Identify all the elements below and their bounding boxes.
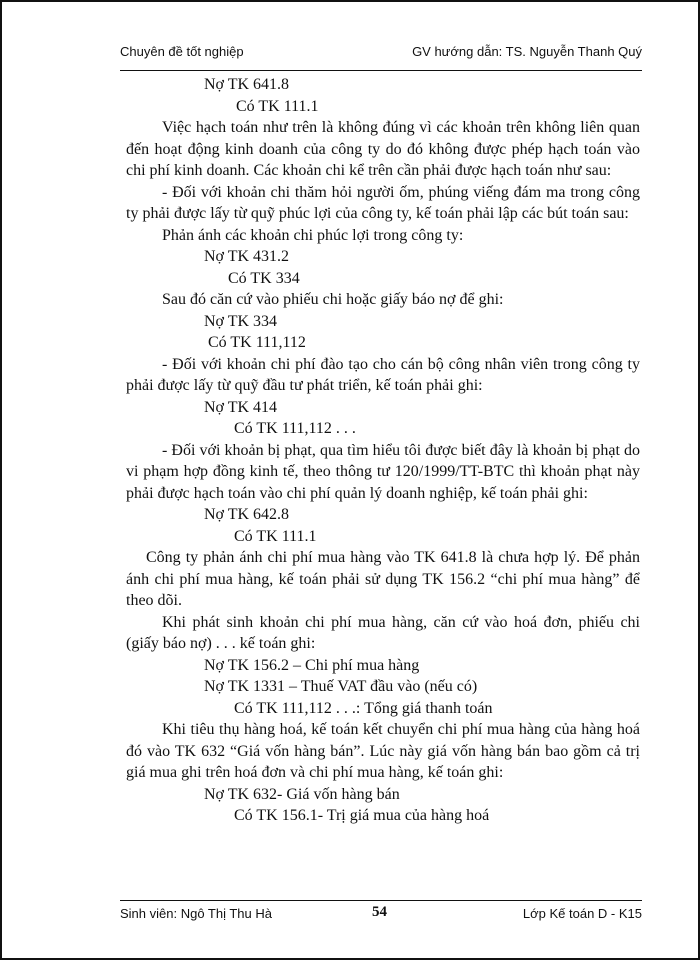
footer-class: Lớp Kế toán D - K15 [522,906,642,921]
header-advisor: GV hướng dẫn: TS. Nguyễn Thanh Quý [412,44,642,59]
paragraph: - Đối với khoản bị phạt, qua tìm hiểu tôi được biết đây là khoản bị phạt do vi phạm hợp đồng kinh tế, theo thông tư 120/1999/TT-BTC thì khoản phạt này phải được hạch toán vào chi phí quản lý doanh nghiệp, kế toán phải ghi: [126,441,640,502]
paragraph: Khi phát sinh khoản chi phí mua hàng, căn cứ vào hoá đơn, phiếu chi (giấy báo nợ) . . . kế toán ghi: [126,613,640,652]
header-rule [120,70,642,71]
paragraph: Sau đó căn cứ vào phiếu chi hoặc giấy báo nợ để ghi: [162,291,504,308]
entry-credit: Có TK 334 [228,269,300,287]
entry-debit: Nợ TK 632- Giá vốn hàng bán [204,785,400,803]
paragraph: Khi tiêu thụ hàng hoá, kế toán kết chuyển chi phí mua hàng của hàng hoá đó vào TK 632 “Giá vốn hàng bán”. Lúc này giá vốn hàng bán bao gồm cả trị giá mua ghi trên hoá đơn và chi phí mua hàng, kế toán ghi: [126,721,640,781]
paragraph: Việc hạch toán như trên là không đúng vì các khoản trên không liên quan đến hoạt động kinh doanh của công ty do đó không được phép hạch toán vào chi phí kinh doanh. Các khoản chi kể trên cần phải được hạch toán như sau: [126,119,640,179]
entry-debit: Nợ TK 642.8 [204,506,290,523]
entry-credit: Có TK 111.1 [234,527,317,545]
entry-credit: Có TK 111,112 . . . [234,420,356,437]
entry-credit: Có TK 111,112 . . .: Tổng giá thanh toán [234,699,493,717]
paragraph: Phản ánh các khoản chi phúc lợi trong công ty: [162,226,464,244]
paragraph: Công ty phản ánh chi phí mua hàng vào TK 641.8 là chưa hợp lý. Để phản ánh chi phí mua hàng, kế toán phải sử dụng TK 156.2 “chi phí mua hàng” để theo dõi. [126,549,640,609]
entry-debit: Nợ TK 641.8 [204,76,290,93]
entry-debit: Nợ TK 1331 – Thuế VAT đầu vào (nếu có) [204,678,478,695]
entry-credit: Có TK 111.1 [236,97,319,115]
entry-debit: Nợ TK 156.2 – Chi phí mua hàng [204,656,420,674]
entry-debit: Nợ TK 431.2 [204,248,290,265]
page-number: 54 [372,904,387,920]
footer-rule [120,900,642,901]
header-title: Chuyên đề tốt nghiệp [120,44,244,59]
entry-debit: Nợ TK 334 [204,312,278,330]
entry-debit: Nợ TK 414 [204,398,278,416]
entry-credit: Có TK 111,112 [208,334,306,351]
footer-student: Sinh viên: Ngô Thị Thu Hà [120,906,272,921]
page-body [126,74,640,827]
paragraph: - Đối với khoản chi phí đào tạo cho cán bộ công nhân viên trong công ty phải được lấy từ quỹ đầu tư phát triển, kế toán phải ghi: [126,355,640,394]
paragraph: - Đối với khoản chi thăm hỏi người ốm, phúng viếng đám ma trong công ty phải được lấy từ quỹ phúc lợi của công ty, kế toán phải lập các bút toán sau: [126,183,640,222]
entry-credit: Có TK 156.1- Trị giá mua của hàng hoá [234,807,490,824]
